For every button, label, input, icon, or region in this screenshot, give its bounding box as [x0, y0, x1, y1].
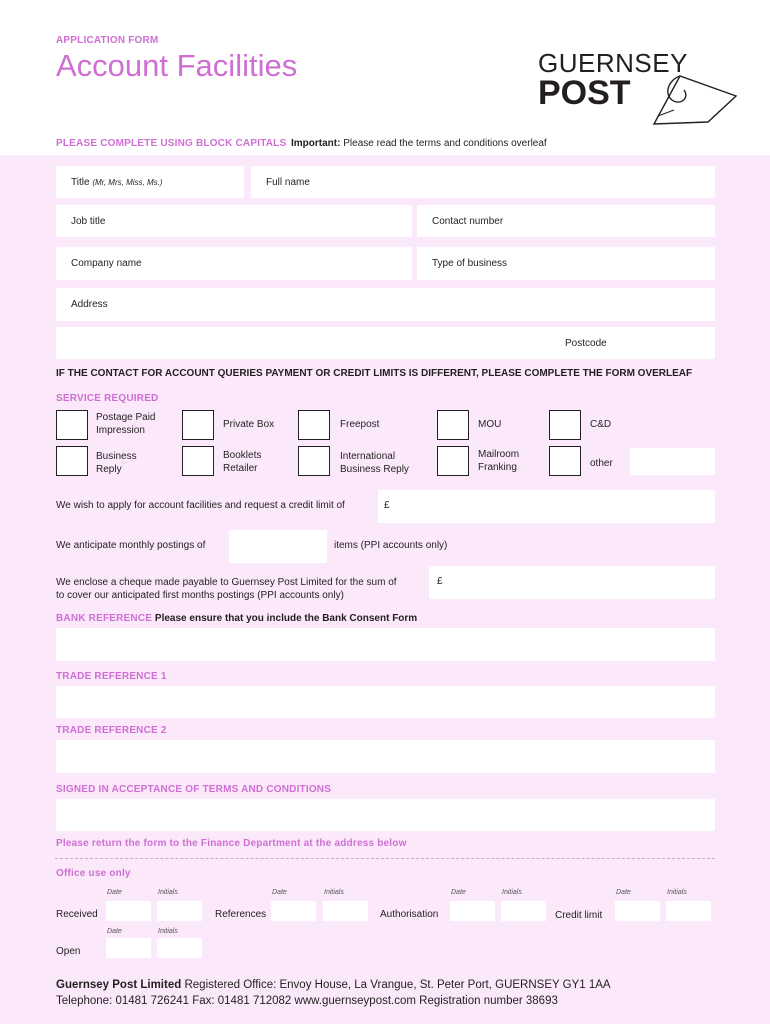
received-date-caption: Date: [107, 889, 122, 896]
form-type-label: APPLICATION FORM: [56, 35, 159, 46]
label-mailroom-franking: Mailroom Franking: [478, 449, 520, 473]
cheque-amount-input[interactable]: [429, 566, 715, 599]
label-private-box: Private Box: [223, 419, 275, 430]
authorisation-initials-caption: Initials: [502, 889, 522, 896]
credit-limit-office-label: Credit limit: [555, 910, 603, 921]
open-initials-caption: Initials: [158, 928, 178, 935]
checkbox-mailroom-franking[interactable]: [437, 446, 469, 476]
label-business-reply: Business Reply: [96, 451, 137, 475]
label-postage-paid-impression: Postage Paid Impression: [96, 412, 156, 436]
label-mou: MOU: [478, 419, 502, 430]
address-label: Address: [71, 299, 108, 310]
trade-reference-1-heading: TRADE REFERENCE 1: [56, 671, 167, 682]
checkbox-other[interactable]: [549, 446, 581, 476]
company-name-field[interactable]: [56, 247, 412, 280]
received-date-input[interactable]: [106, 901, 151, 921]
footer-registered-office: Registered Office: Envoy House, La Vrangue, St. Peter Port, GUERNSEY GY1 1AA: [184, 979, 611, 991]
credit-limit-initials-caption: Initials: [667, 889, 687, 896]
label-other: other: [590, 458, 613, 469]
footer-company-name: Guernsey Post Limited: [56, 979, 182, 991]
checkbox-international-business-reply[interactable]: [298, 446, 330, 476]
label-international-business-reply: International Business Reply: [340, 451, 409, 475]
open-initials-input[interactable]: [157, 938, 202, 958]
important-notice: [291, 138, 547, 149]
authorisation-date-caption: Date: [451, 889, 466, 896]
trade-reference-1-input[interactable]: [56, 686, 715, 718]
type-of-business-field[interactable]: [417, 247, 715, 280]
postcode-label: Postcode: [565, 338, 607, 349]
company-name-label: Company name: [71, 258, 142, 269]
authorisation-label: Authorisation: [380, 909, 439, 920]
open-date-caption: Date: [107, 928, 122, 935]
credit-limit-date-caption: Date: [616, 889, 631, 896]
other-service-input[interactable]: [630, 448, 715, 475]
guernsey-post-logo: [538, 48, 743, 128]
references-initials-caption: Initials: [324, 889, 344, 896]
bank-reference-input[interactable]: [56, 628, 715, 661]
cheque-text: [56, 576, 397, 602]
title-field-label: Title (Mr, Mrs, Miss, Ms.): [71, 177, 163, 188]
credit-limit-input[interactable]: [378, 490, 715, 523]
signed-acceptance-heading: SIGNED IN ACCEPTANCE OF TERMS AND CONDITIONS: [56, 784, 332, 795]
monthly-postings-input[interactable]: [229, 530, 327, 563]
service-required-heading: SERVICE REQUIRED: [56, 393, 159, 404]
checkbox-booklets-retailer[interactable]: [182, 446, 214, 476]
postal-scroll-icon: [650, 70, 740, 128]
open-date-input[interactable]: [106, 938, 151, 958]
title-field[interactable]: [56, 166, 244, 198]
contact-number-label: Contact number: [432, 216, 504, 227]
credit-currency-symbol: £: [384, 500, 390, 511]
open-label: Open: [56, 946, 81, 957]
full-name-field[interactable]: [251, 166, 715, 198]
trade-reference-2-input[interactable]: [56, 740, 715, 773]
important-label: Important:: [291, 138, 341, 149]
references-label: References: [215, 909, 267, 920]
checkbox-c-and-d[interactable]: [549, 410, 581, 440]
checkbox-private-box[interactable]: [182, 410, 214, 440]
label-freepost: Freepost: [340, 419, 380, 430]
items-ppi-text: items (PPI accounts only): [334, 540, 448, 551]
return-form-note: Please return the form to the Finance Department at the address below: [56, 838, 407, 849]
credit-limit-date-input[interactable]: [615, 901, 660, 921]
postcode-field[interactable]: [56, 327, 715, 359]
authorisation-initials-input[interactable]: [501, 901, 546, 921]
logo-text-post: POST: [538, 74, 631, 112]
page-title: Account Facilities: [56, 48, 298, 83]
important-text: Please read the terms and conditions overleaf: [343, 138, 547, 149]
footer-contact-line: Telephone: 01481 726241 Fax: 01481 712082 www.guernseypost.com Registration number 38693: [56, 995, 558, 1007]
job-title-label: Job title: [71, 216, 106, 227]
checkbox-mou[interactable]: [437, 410, 469, 440]
credit-limit-text: We wish to apply for account facilities and request a credit limit of: [56, 500, 345, 511]
title-hint: (Mr, Mrs, Miss, Ms.): [92, 178, 163, 187]
signature-input[interactable]: [56, 799, 715, 831]
authorisation-date-input[interactable]: [450, 901, 495, 921]
contact-number-field[interactable]: [417, 205, 715, 237]
cheque-text-line1: We enclose a cheque made payable to Guernsey Post Limited for the sum of: [56, 577, 397, 588]
full-name-label: Full name: [266, 177, 310, 188]
checkbox-business-reply[interactable]: [56, 446, 88, 476]
received-initials-caption: Initials: [158, 889, 178, 896]
label-c-and-d: C&D: [590, 419, 612, 430]
references-initials-input[interactable]: [323, 901, 368, 921]
block-capitals-instruction: PLEASE COMPLETE USING BLOCK CAPITALS: [56, 138, 287, 149]
checkbox-freepost[interactable]: [298, 410, 330, 440]
monthly-postings-text: We anticipate monthly postings of: [56, 540, 206, 551]
references-date-input[interactable]: [271, 901, 316, 921]
job-title-field[interactable]: [56, 205, 412, 237]
dashed-divider: [55, 858, 715, 859]
footer-line1: [56, 977, 611, 993]
logo-text-guernsey: GUERNSEY: [538, 48, 688, 78]
received-initials-input[interactable]: [157, 901, 202, 921]
footer-address-block: [56, 977, 611, 1009]
checkbox-postage-paid-impression[interactable]: [56, 410, 88, 440]
received-label: Received: [56, 909, 98, 920]
references-date-caption: Date: [272, 889, 287, 896]
cheque-currency-symbol: £: [437, 576, 443, 587]
cheque-text-line2: to cover our anticipated first months postings (PPI accounts only): [56, 590, 344, 601]
credit-limit-initials-input[interactable]: [666, 901, 711, 921]
office-use-heading: Office use only: [56, 868, 131, 879]
bank-consent-note: Please ensure that you include the Bank Consent Form: [154, 613, 418, 624]
bank-reference-label: BANK REFERENCE: [56, 613, 153, 624]
label-booklets-retailer: Booklets Retailer: [223, 450, 262, 474]
address-field[interactable]: [56, 288, 715, 321]
contact-different-note: IF THE CONTACT FOR ACCOUNT QUERIES PAYMENT OR CREDIT LIMITS IS DIFFERENT, PLEASE COMPLETE THE FORM OVERLEAF: [56, 368, 693, 379]
trade-reference-2-heading: TRADE REFERENCE 2: [56, 725, 167, 736]
bank-reference-heading: [56, 613, 417, 624]
type-of-business-label: Type of business: [432, 258, 508, 269]
